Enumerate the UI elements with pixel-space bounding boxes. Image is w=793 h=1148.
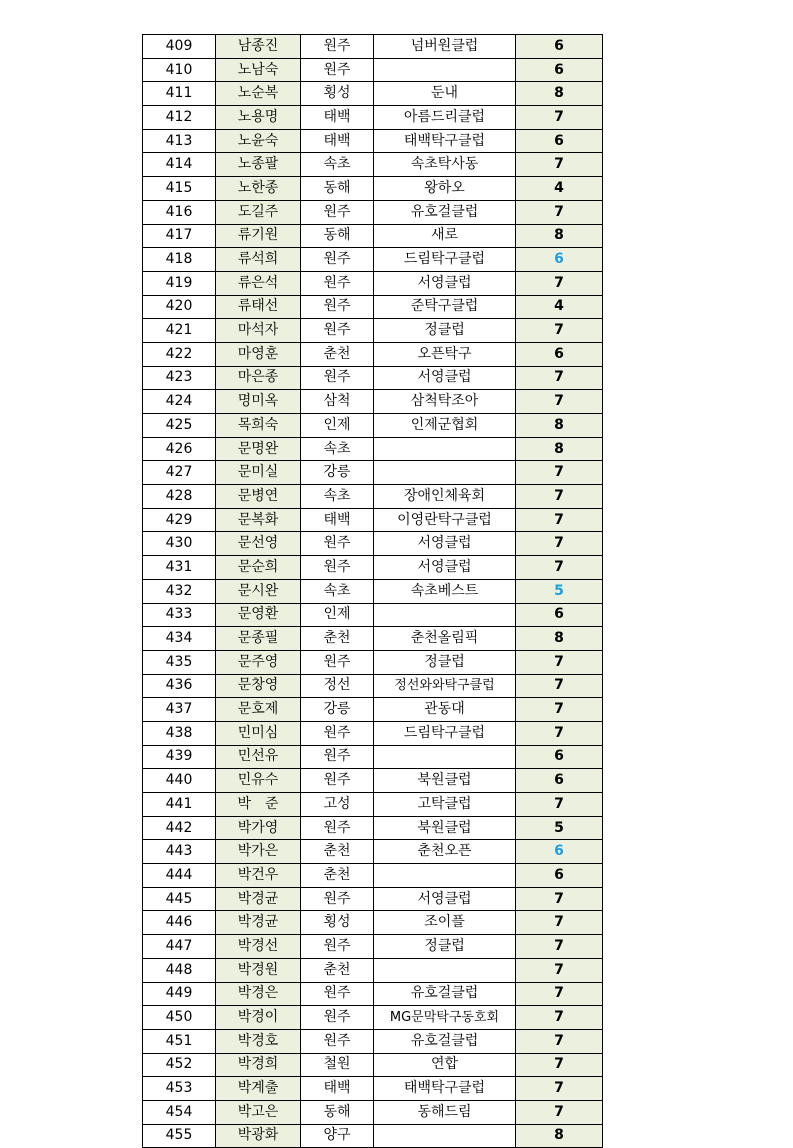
member-region: 태백 — [301, 508, 374, 532]
member-club: 서영클럽 — [374, 271, 516, 295]
member-name: 문병연 — [216, 485, 301, 509]
member-name: 박가은 — [216, 840, 301, 864]
member-name: 문선영 — [216, 532, 301, 556]
member-grade: 8 — [516, 437, 603, 461]
table-row — [143, 935, 603, 959]
member-grade: 7 — [516, 319, 603, 343]
member-region: 원주 — [301, 366, 374, 390]
table-row — [143, 793, 603, 817]
member-club: 속초탁사동 — [374, 153, 516, 177]
member-club: 춘천올림픽 — [374, 627, 516, 651]
member-name: 노남숙 — [216, 58, 301, 82]
table-row — [143, 58, 603, 82]
table-row — [143, 816, 603, 840]
member-club: 북원클럽 — [374, 816, 516, 840]
table-row — [143, 342, 603, 366]
member-name: 문영환 — [216, 603, 301, 627]
member-club: 넘버원클럽 — [374, 35, 516, 59]
member-name: 문창영 — [216, 674, 301, 698]
member-name: 명미옥 — [216, 390, 301, 414]
member-region: 삼척 — [301, 390, 374, 414]
member-region: 강릉 — [301, 461, 374, 485]
member-name: 남종진 — [216, 35, 301, 59]
table-row — [143, 603, 603, 627]
member-grade: 7 — [516, 532, 603, 556]
member-name: 박가영 — [216, 816, 301, 840]
member-region: 태백 — [301, 129, 374, 153]
row-number: 427 — [143, 461, 216, 485]
row-number: 425 — [143, 414, 216, 438]
member-region: 원주 — [301, 1029, 374, 1053]
member-region: 양구 — [301, 1124, 374, 1148]
row-number: 412 — [143, 106, 216, 130]
member-grade: 8 — [516, 414, 603, 438]
member-region: 춘천 — [301, 627, 374, 651]
member-club: 고탁클럽 — [374, 793, 516, 817]
member-name: 류기원 — [216, 224, 301, 248]
member-club — [374, 864, 516, 888]
table-row — [143, 1029, 603, 1053]
table-row — [143, 650, 603, 674]
row-number: 416 — [143, 200, 216, 224]
table-row — [143, 106, 603, 130]
member-club: MG문막탁구동호회 — [374, 1006, 516, 1030]
member-region: 원주 — [301, 556, 374, 580]
table-row — [143, 461, 603, 485]
member-club: 서영클럽 — [374, 556, 516, 580]
member-table-body — [143, 35, 603, 1148]
member-region: 원주 — [301, 200, 374, 224]
row-number: 453 — [143, 1077, 216, 1101]
row-number: 431 — [143, 556, 216, 580]
member-name: 노순복 — [216, 82, 301, 106]
row-number: 418 — [143, 248, 216, 272]
member-name: 문순희 — [216, 556, 301, 580]
member-region: 속초 — [301, 485, 374, 509]
member-region: 원주 — [301, 982, 374, 1006]
member-grade: 7 — [516, 153, 603, 177]
table-row — [143, 200, 603, 224]
member-grade: 5 — [516, 816, 603, 840]
member-name: 박경원 — [216, 958, 301, 982]
member-club: 장애인체육회 — [374, 485, 516, 509]
member-name: 박경균 — [216, 911, 301, 935]
member-name: 박경은 — [216, 982, 301, 1006]
member-club: 정클럽 — [374, 650, 516, 674]
member-name: 문주영 — [216, 650, 301, 674]
row-number: 435 — [143, 650, 216, 674]
row-number: 430 — [143, 532, 216, 556]
member-club: 태백탁구클럽 — [374, 129, 516, 153]
member-name: 노한종 — [216, 177, 301, 201]
member-name: 박광화 — [216, 1124, 301, 1148]
table-row — [143, 721, 603, 745]
member-region: 정선 — [301, 674, 374, 698]
member-table — [142, 34, 603, 1148]
table-row — [143, 82, 603, 106]
table-row — [143, 35, 603, 59]
table-row — [143, 532, 603, 556]
table-row — [143, 390, 603, 414]
member-club: 왕하오 — [374, 177, 516, 201]
member-region: 원주 — [301, 295, 374, 319]
table-row — [143, 887, 603, 911]
member-region: 원주 — [301, 935, 374, 959]
row-number: 423 — [143, 366, 216, 390]
row-number: 437 — [143, 698, 216, 722]
member-grade: 6 — [516, 58, 603, 82]
row-number: 419 — [143, 271, 216, 295]
member-region: 속초 — [301, 579, 374, 603]
member-grade: 6 — [516, 35, 603, 59]
member-name: 노용명 — [216, 106, 301, 130]
member-grade: 5 — [516, 579, 603, 603]
row-number: 428 — [143, 485, 216, 509]
member-club — [374, 437, 516, 461]
member-region: 인제 — [301, 603, 374, 627]
row-number: 434 — [143, 627, 216, 651]
member-name: 박경호 — [216, 1029, 301, 1053]
table-row — [143, 674, 603, 698]
member-name: 문복화 — [216, 508, 301, 532]
member-club: 아름드리클럽 — [374, 106, 516, 130]
table-row — [143, 1077, 603, 1101]
member-club — [374, 461, 516, 485]
member-club: 춘천오픈 — [374, 840, 516, 864]
member-club: 인제군협회 — [374, 414, 516, 438]
member-grade: 7 — [516, 887, 603, 911]
member-name: 문종필 — [216, 627, 301, 651]
member-grade: 7 — [516, 1053, 603, 1077]
member-region: 원주 — [301, 532, 374, 556]
member-region: 원주 — [301, 745, 374, 769]
member-region: 원주 — [301, 35, 374, 59]
member-name: 민선유 — [216, 745, 301, 769]
member-club: 새로 — [374, 224, 516, 248]
member-region: 원주 — [301, 248, 374, 272]
member-name: 박 준 — [216, 793, 301, 817]
row-number: 447 — [143, 935, 216, 959]
member-club: 정선와와탁구클럽 — [374, 674, 516, 698]
member-region: 동해 — [301, 177, 374, 201]
table-row — [143, 864, 603, 888]
member-grade: 7 — [516, 271, 603, 295]
member-name: 박계출 — [216, 1077, 301, 1101]
member-name: 박고은 — [216, 1100, 301, 1124]
member-name: 문시완 — [216, 579, 301, 603]
member-club: 관동대 — [374, 698, 516, 722]
table-row — [143, 982, 603, 1006]
member-grade: 6 — [516, 129, 603, 153]
row-number: 448 — [143, 958, 216, 982]
member-club: 정클럽 — [374, 935, 516, 959]
member-name: 노윤숙 — [216, 129, 301, 153]
row-number: 433 — [143, 603, 216, 627]
member-grade: 7 — [516, 556, 603, 580]
row-number: 455 — [143, 1124, 216, 1148]
row-number: 411 — [143, 82, 216, 106]
member-region: 속초 — [301, 437, 374, 461]
member-region: 춘천 — [301, 840, 374, 864]
member-club: 삼척탁조아 — [374, 390, 516, 414]
table-row — [143, 414, 603, 438]
member-club: 드림탁구클럽 — [374, 721, 516, 745]
member-club: 조이플 — [374, 911, 516, 935]
member-grade: 6 — [516, 840, 603, 864]
member-region: 태백 — [301, 1077, 374, 1101]
row-number: 422 — [143, 342, 216, 366]
row-number: 438 — [143, 721, 216, 745]
table-row — [143, 271, 603, 295]
table-row — [143, 1006, 603, 1030]
member-name: 마은종 — [216, 366, 301, 390]
row-number: 410 — [143, 58, 216, 82]
member-grade: 7 — [516, 1077, 603, 1101]
table-row — [143, 579, 603, 603]
member-grade: 8 — [516, 82, 603, 106]
row-number: 451 — [143, 1029, 216, 1053]
row-number: 424 — [143, 390, 216, 414]
member-region: 강릉 — [301, 698, 374, 722]
row-number: 452 — [143, 1053, 216, 1077]
member-region: 철원 — [301, 1053, 374, 1077]
member-club — [374, 603, 516, 627]
row-number: 454 — [143, 1100, 216, 1124]
row-number: 436 — [143, 674, 216, 698]
member-region: 원주 — [301, 816, 374, 840]
table-row — [143, 366, 603, 390]
member-club: 속초베스트 — [374, 579, 516, 603]
member-club: 유호걸클럽 — [374, 982, 516, 1006]
table-row — [143, 556, 603, 580]
member-grade: 7 — [516, 1006, 603, 1030]
member-region: 원주 — [301, 319, 374, 343]
row-number: 449 — [143, 982, 216, 1006]
table-row — [143, 1100, 603, 1124]
member-grade: 7 — [516, 366, 603, 390]
member-club: 연합 — [374, 1053, 516, 1077]
member-club — [374, 745, 516, 769]
table-row — [143, 627, 603, 651]
row-number: 450 — [143, 1006, 216, 1030]
table-row — [143, 485, 603, 509]
member-grade: 8 — [516, 627, 603, 651]
member-club — [374, 958, 516, 982]
table-row — [143, 177, 603, 201]
row-number: 414 — [143, 153, 216, 177]
member-club: 이영란탁구클럽 — [374, 508, 516, 532]
row-number: 443 — [143, 840, 216, 864]
member-club: 북원클럽 — [374, 769, 516, 793]
member-grade: 8 — [516, 1124, 603, 1148]
table-row — [143, 1053, 603, 1077]
member-name: 류은석 — [216, 271, 301, 295]
member-grade: 6 — [516, 769, 603, 793]
row-number: 413 — [143, 129, 216, 153]
member-grade: 8 — [516, 224, 603, 248]
row-number: 445 — [143, 887, 216, 911]
member-region: 속초 — [301, 153, 374, 177]
row-number: 417 — [143, 224, 216, 248]
member-grade: 7 — [516, 200, 603, 224]
member-grade: 7 — [516, 106, 603, 130]
member-name: 민유수 — [216, 769, 301, 793]
member-grade: 7 — [516, 650, 603, 674]
member-name: 박경균 — [216, 887, 301, 911]
member-name: 박경희 — [216, 1053, 301, 1077]
row-number: 444 — [143, 864, 216, 888]
member-region: 태백 — [301, 106, 374, 130]
member-region: 원주 — [301, 271, 374, 295]
row-number: 421 — [143, 319, 216, 343]
member-club: 준탁구클럽 — [374, 295, 516, 319]
table-row — [143, 769, 603, 793]
member-name: 문명완 — [216, 437, 301, 461]
row-number: 415 — [143, 177, 216, 201]
member-club: 서영클럽 — [374, 366, 516, 390]
member-grade: 7 — [516, 793, 603, 817]
member-grade: 4 — [516, 177, 603, 201]
member-grade: 7 — [516, 958, 603, 982]
member-name: 박건우 — [216, 864, 301, 888]
member-grade: 7 — [516, 1100, 603, 1124]
member-name: 류석희 — [216, 248, 301, 272]
row-number: 432 — [143, 579, 216, 603]
member-club: 서영클럽 — [374, 532, 516, 556]
member-name: 목희숙 — [216, 414, 301, 438]
table-row — [143, 295, 603, 319]
member-club — [374, 58, 516, 82]
row-number: 420 — [143, 295, 216, 319]
member-club: 드림탁구클럽 — [374, 248, 516, 272]
table-row — [143, 437, 603, 461]
member-grade: 6 — [516, 342, 603, 366]
member-region: 횡성 — [301, 82, 374, 106]
row-number: 439 — [143, 745, 216, 769]
table-row — [143, 248, 603, 272]
table-row — [143, 698, 603, 722]
member-club — [374, 1124, 516, 1148]
member-club: 태백탁구클럽 — [374, 1077, 516, 1101]
row-number: 429 — [143, 508, 216, 532]
member-name: 민미심 — [216, 721, 301, 745]
member-grade: 7 — [516, 721, 603, 745]
member-grade: 7 — [516, 390, 603, 414]
member-grade: 7 — [516, 911, 603, 935]
table-row — [143, 911, 603, 935]
member-grade: 6 — [516, 603, 603, 627]
member-name: 도길주 — [216, 200, 301, 224]
table-row — [143, 745, 603, 769]
member-club: 서영클럽 — [374, 887, 516, 911]
member-region: 동해 — [301, 224, 374, 248]
member-name: 문호제 — [216, 698, 301, 722]
table-row — [143, 129, 603, 153]
member-region: 원주 — [301, 887, 374, 911]
table-row — [143, 508, 603, 532]
member-region: 원주 — [301, 769, 374, 793]
member-club: 정클럽 — [374, 319, 516, 343]
member-region: 인제 — [301, 414, 374, 438]
member-name: 문미실 — [216, 461, 301, 485]
member-club: 유호걸클럽 — [374, 1029, 516, 1053]
row-number: 426 — [143, 437, 216, 461]
member-region: 춘천 — [301, 864, 374, 888]
table-row — [143, 319, 603, 343]
member-region: 원주 — [301, 721, 374, 745]
member-grade: 6 — [516, 745, 603, 769]
member-grade: 6 — [516, 864, 603, 888]
member-region: 고성 — [301, 793, 374, 817]
member-name: 박경선 — [216, 935, 301, 959]
member-region: 춘천 — [301, 958, 374, 982]
table-row — [143, 153, 603, 177]
table-row — [143, 958, 603, 982]
member-grade: 7 — [516, 461, 603, 485]
member-name: 마석자 — [216, 319, 301, 343]
member-club: 유호걸클럽 — [374, 200, 516, 224]
member-grade: 7 — [516, 982, 603, 1006]
member-grade: 7 — [516, 508, 603, 532]
table-row — [143, 1124, 603, 1148]
table-row — [143, 840, 603, 864]
member-club: 오픈탁구 — [374, 342, 516, 366]
member-grade: 6 — [516, 248, 603, 272]
member-region: 춘천 — [301, 342, 374, 366]
row-number: 440 — [143, 769, 216, 793]
member-region: 횡성 — [301, 911, 374, 935]
row-number: 442 — [143, 816, 216, 840]
member-name: 마영훈 — [216, 342, 301, 366]
member-club: 둔내 — [374, 82, 516, 106]
member-name: 박경이 — [216, 1006, 301, 1030]
member-grade: 7 — [516, 935, 603, 959]
member-grade: 7 — [516, 674, 603, 698]
member-name: 류태선 — [216, 295, 301, 319]
member-region: 동해 — [301, 1100, 374, 1124]
row-number: 409 — [143, 35, 216, 59]
member-grade: 7 — [516, 485, 603, 509]
row-number: 441 — [143, 793, 216, 817]
member-club: 동해드림 — [374, 1100, 516, 1124]
member-grade: 7 — [516, 1029, 603, 1053]
member-region: 원주 — [301, 58, 374, 82]
member-grade: 7 — [516, 698, 603, 722]
row-number: 446 — [143, 911, 216, 935]
member-grade: 4 — [516, 295, 603, 319]
member-name: 노종팔 — [216, 153, 301, 177]
member-region: 원주 — [301, 650, 374, 674]
member-region: 원주 — [301, 1006, 374, 1030]
table-row — [143, 224, 603, 248]
